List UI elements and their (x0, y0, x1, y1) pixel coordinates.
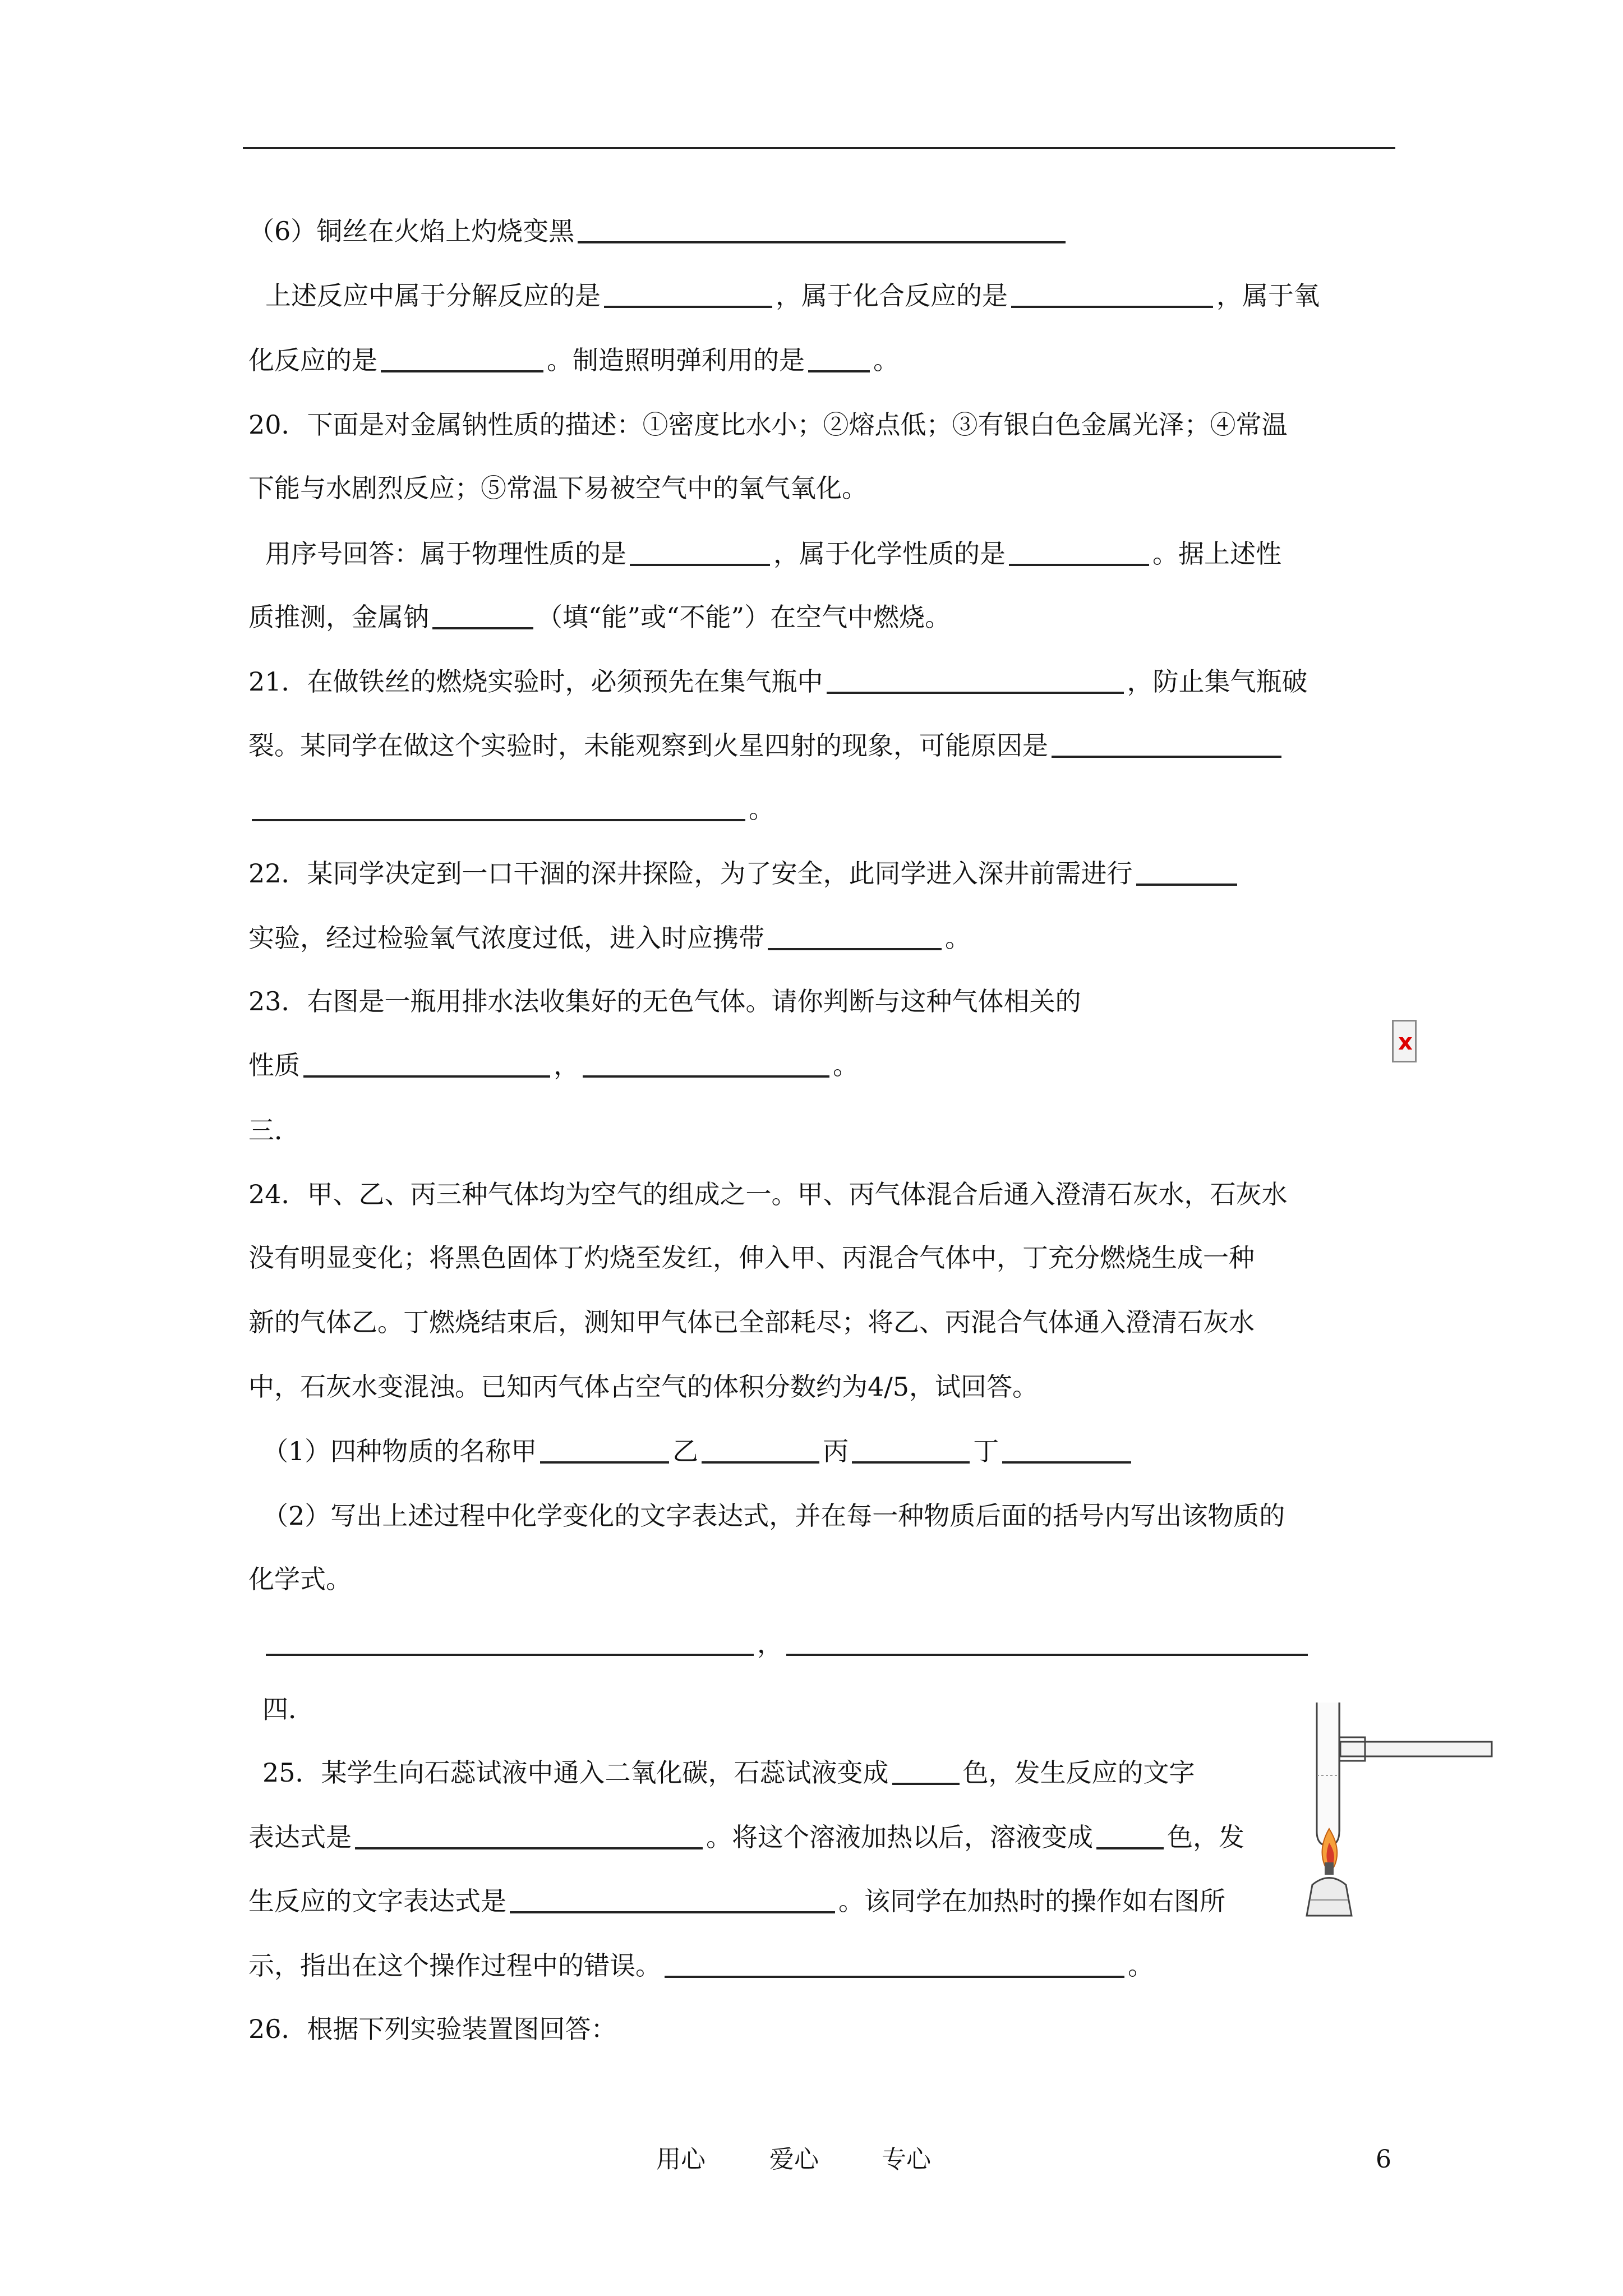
line-text: ， (757, 1628, 783, 1659)
text-line (248, 1176, 1288, 1212)
answer-blank[interactable] (266, 1627, 754, 1656)
line-text: 。将这个溶液加热以后，溶液变成 (706, 1822, 1093, 1852)
line-text: ， (554, 1050, 579, 1080)
line-text: 。 (1128, 1950, 1154, 1981)
text-line (248, 1948, 1154, 1984)
answer-blank[interactable] (578, 214, 1066, 243)
answer-blank[interactable] (1052, 729, 1281, 758)
answer-blank[interactable] (630, 537, 770, 566)
text-line (248, 1240, 1255, 1276)
line-text: 裂。某同学在做这个实验时，未能观察到火星四射的现象，可能原因是 (248, 730, 1048, 761)
answer-blank[interactable] (768, 921, 942, 950)
answer-blank[interactable] (540, 1434, 669, 1464)
text-line (248, 1304, 1255, 1340)
line-text: 20．下面是对金属钠性质的描述：①密度比水小；②熔点低；③有银白色金属光泽；④常温 (248, 409, 1288, 440)
answer-blank[interactable] (786, 1627, 1308, 1656)
text-line (265, 278, 1320, 314)
text-line (248, 920, 971, 956)
line-text: 。该同学在加热时的操作如右图所 (838, 1886, 1225, 1916)
text-line (248, 855, 1241, 891)
line-text: 化学式。 (248, 1564, 352, 1594)
line-text: 没有明显变化；将黑色固体丁灼烧至发红，伸入甲、丙混合气体中，丁充分燃烧生成一种 (248, 1243, 1255, 1273)
text-line (248, 2011, 617, 2047)
text-line (262, 1433, 1135, 1469)
line-text: （6）铜丝在火焰上灼烧变黑 (248, 216, 575, 246)
line-text: ，属于化合反应的是 (776, 280, 1008, 311)
line-text: 生反应的文字表达式是 (248, 1886, 506, 1916)
answer-blank[interactable] (583, 1048, 829, 1078)
line-text: 丁 (973, 1436, 999, 1466)
line-text: 色，发 (1167, 1822, 1244, 1852)
line-text: 。制造照明弹利用的是 (547, 345, 805, 375)
line-text: 下能与水剧烈反应；⑤常温下易被空气中的氧气氧化。 (248, 473, 868, 503)
line-text: ，防止集气瓶破 (1127, 666, 1308, 697)
text-line (248, 1883, 1225, 1919)
line-text: 21．在做铁丝的燃烧实验时，必须预先在集气瓶中 (248, 666, 823, 697)
text-line (248, 1819, 1244, 1855)
answer-blank[interactable] (827, 665, 1124, 694)
answer-blank[interactable] (252, 792, 745, 821)
footer-left: 用心 (656, 2145, 706, 2174)
answer-blank[interactable] (604, 279, 772, 308)
line-text: ，属于化学性质的是 (773, 539, 1006, 569)
answer-blank[interactable] (702, 1434, 819, 1464)
text-line (248, 1047, 859, 1083)
text-line (248, 1369, 1038, 1405)
line-text: （2）写出上述过程中化学变化的文字表达式，并在每一种物质后面的括号内写出该物质的 (262, 1501, 1285, 1531)
text-line (262, 1498, 1285, 1534)
text-line (248, 728, 1285, 763)
answer-blank[interactable] (1096, 1820, 1164, 1849)
text-line (248, 213, 1069, 249)
line-text: 。据上述性 (1152, 539, 1281, 569)
answer-blank[interactable] (1009, 537, 1149, 566)
heating-apparatus-figure (1295, 1691, 1497, 1927)
line-text: 。 (749, 794, 774, 824)
line-text: 三． (248, 1115, 300, 1145)
text-line (262, 1755, 1195, 1791)
answer-blank[interactable] (303, 1048, 550, 1078)
clamp-bar (1340, 1742, 1492, 1756)
text-line (248, 470, 868, 506)
line-text: 化反应的是 (248, 345, 377, 375)
line-text: 新的气体乙。丁燃烧结束后，测知甲气体已全部耗尽；将乙、丙混合气体通入澄清石灰水 (248, 1307, 1255, 1337)
answer-blank[interactable] (510, 1884, 835, 1913)
answer-blank[interactable] (892, 1756, 960, 1785)
line-text: 25．某学生向石蕊试液中通入二氧化碳，石蕊试液变成 (262, 1757, 889, 1788)
text-line (248, 664, 1308, 700)
text-line (248, 791, 774, 827)
answer-blank[interactable] (432, 600, 533, 629)
header-rule (243, 147, 1395, 149)
answer-blank[interactable] (355, 1820, 703, 1849)
text-line (262, 1626, 1311, 1662)
footer-middle: 爱心 (769, 2145, 819, 2174)
line-text: 上述反应中属于分解反应的是 (265, 280, 601, 311)
line-text: 质推测，金属钠 (248, 602, 429, 632)
line-text: （1）四种物质的名称甲 (262, 1436, 537, 1466)
line-text: 24．甲、乙、丙三种气体均为空气的组成之一。甲、丙气体混合后通入澄清石灰水，石灰水 (248, 1179, 1288, 1209)
footer-right: 专心 (882, 2145, 931, 2174)
text-line (248, 1561, 352, 1597)
line-text: 。 (833, 1050, 859, 1080)
alcohol-lamp (1307, 1878, 1352, 1916)
line-text: 。 (873, 345, 899, 375)
line-text: 示，指出在这个操作过程中的错误。 (248, 1950, 661, 1981)
text-line (248, 407, 1288, 443)
line-text: 。 (945, 923, 971, 953)
line-text: 中，石灰水变混浊。已知丙气体占空气的体积分数约为4/5，试回答。 (248, 1372, 1039, 1402)
line-text: 乙 (672, 1436, 699, 1466)
answer-blank[interactable] (852, 1434, 970, 1464)
text-line (248, 1112, 300, 1148)
answer-blank[interactable] (665, 1949, 1124, 1978)
answer-blank[interactable] (808, 343, 870, 372)
page-number: 6 (1376, 2145, 1391, 2174)
line-text: 色，发生反应的文字 (962, 1757, 1195, 1788)
line-text: 26．根据下列实验装置图回答： (248, 2014, 617, 2044)
answer-blank[interactable] (1136, 857, 1237, 886)
line-text: 22．某同学决定到一口干涸的深井探险，为了安全，此同学进入深井前需进行 (248, 858, 1133, 889)
text-line (248, 599, 951, 635)
text-line (265, 536, 1281, 572)
line-text: 用序号回答：属于物理性质的是 (265, 539, 626, 569)
text-line (262, 1691, 314, 1727)
answer-blank[interactable] (381, 343, 543, 372)
answer-blank[interactable] (1011, 279, 1213, 308)
line-text: 实验，经过检验氧气浓度过低，进入时应携带 (248, 923, 764, 953)
text-line (248, 342, 899, 378)
broken-image-icon: x (1392, 1020, 1417, 1062)
test-tube (1317, 1703, 1339, 1846)
answer-blank[interactable] (1002, 1434, 1131, 1464)
line-text: 四． (262, 1694, 314, 1724)
line-text: ，属于氧 (1216, 280, 1320, 311)
line-text: 丙 (823, 1436, 849, 1466)
line-text: 表达式是 (248, 1822, 352, 1852)
line-text: （填“能”或“不能”）在空气中燃烧。 (537, 602, 951, 632)
line-text: 23．右图是一瓶用排水法收集好的无色气体。请你判断与这种气体相关的 (248, 986, 1081, 1016)
line-text: 性质 (248, 1050, 300, 1080)
text-line (248, 983, 1081, 1019)
